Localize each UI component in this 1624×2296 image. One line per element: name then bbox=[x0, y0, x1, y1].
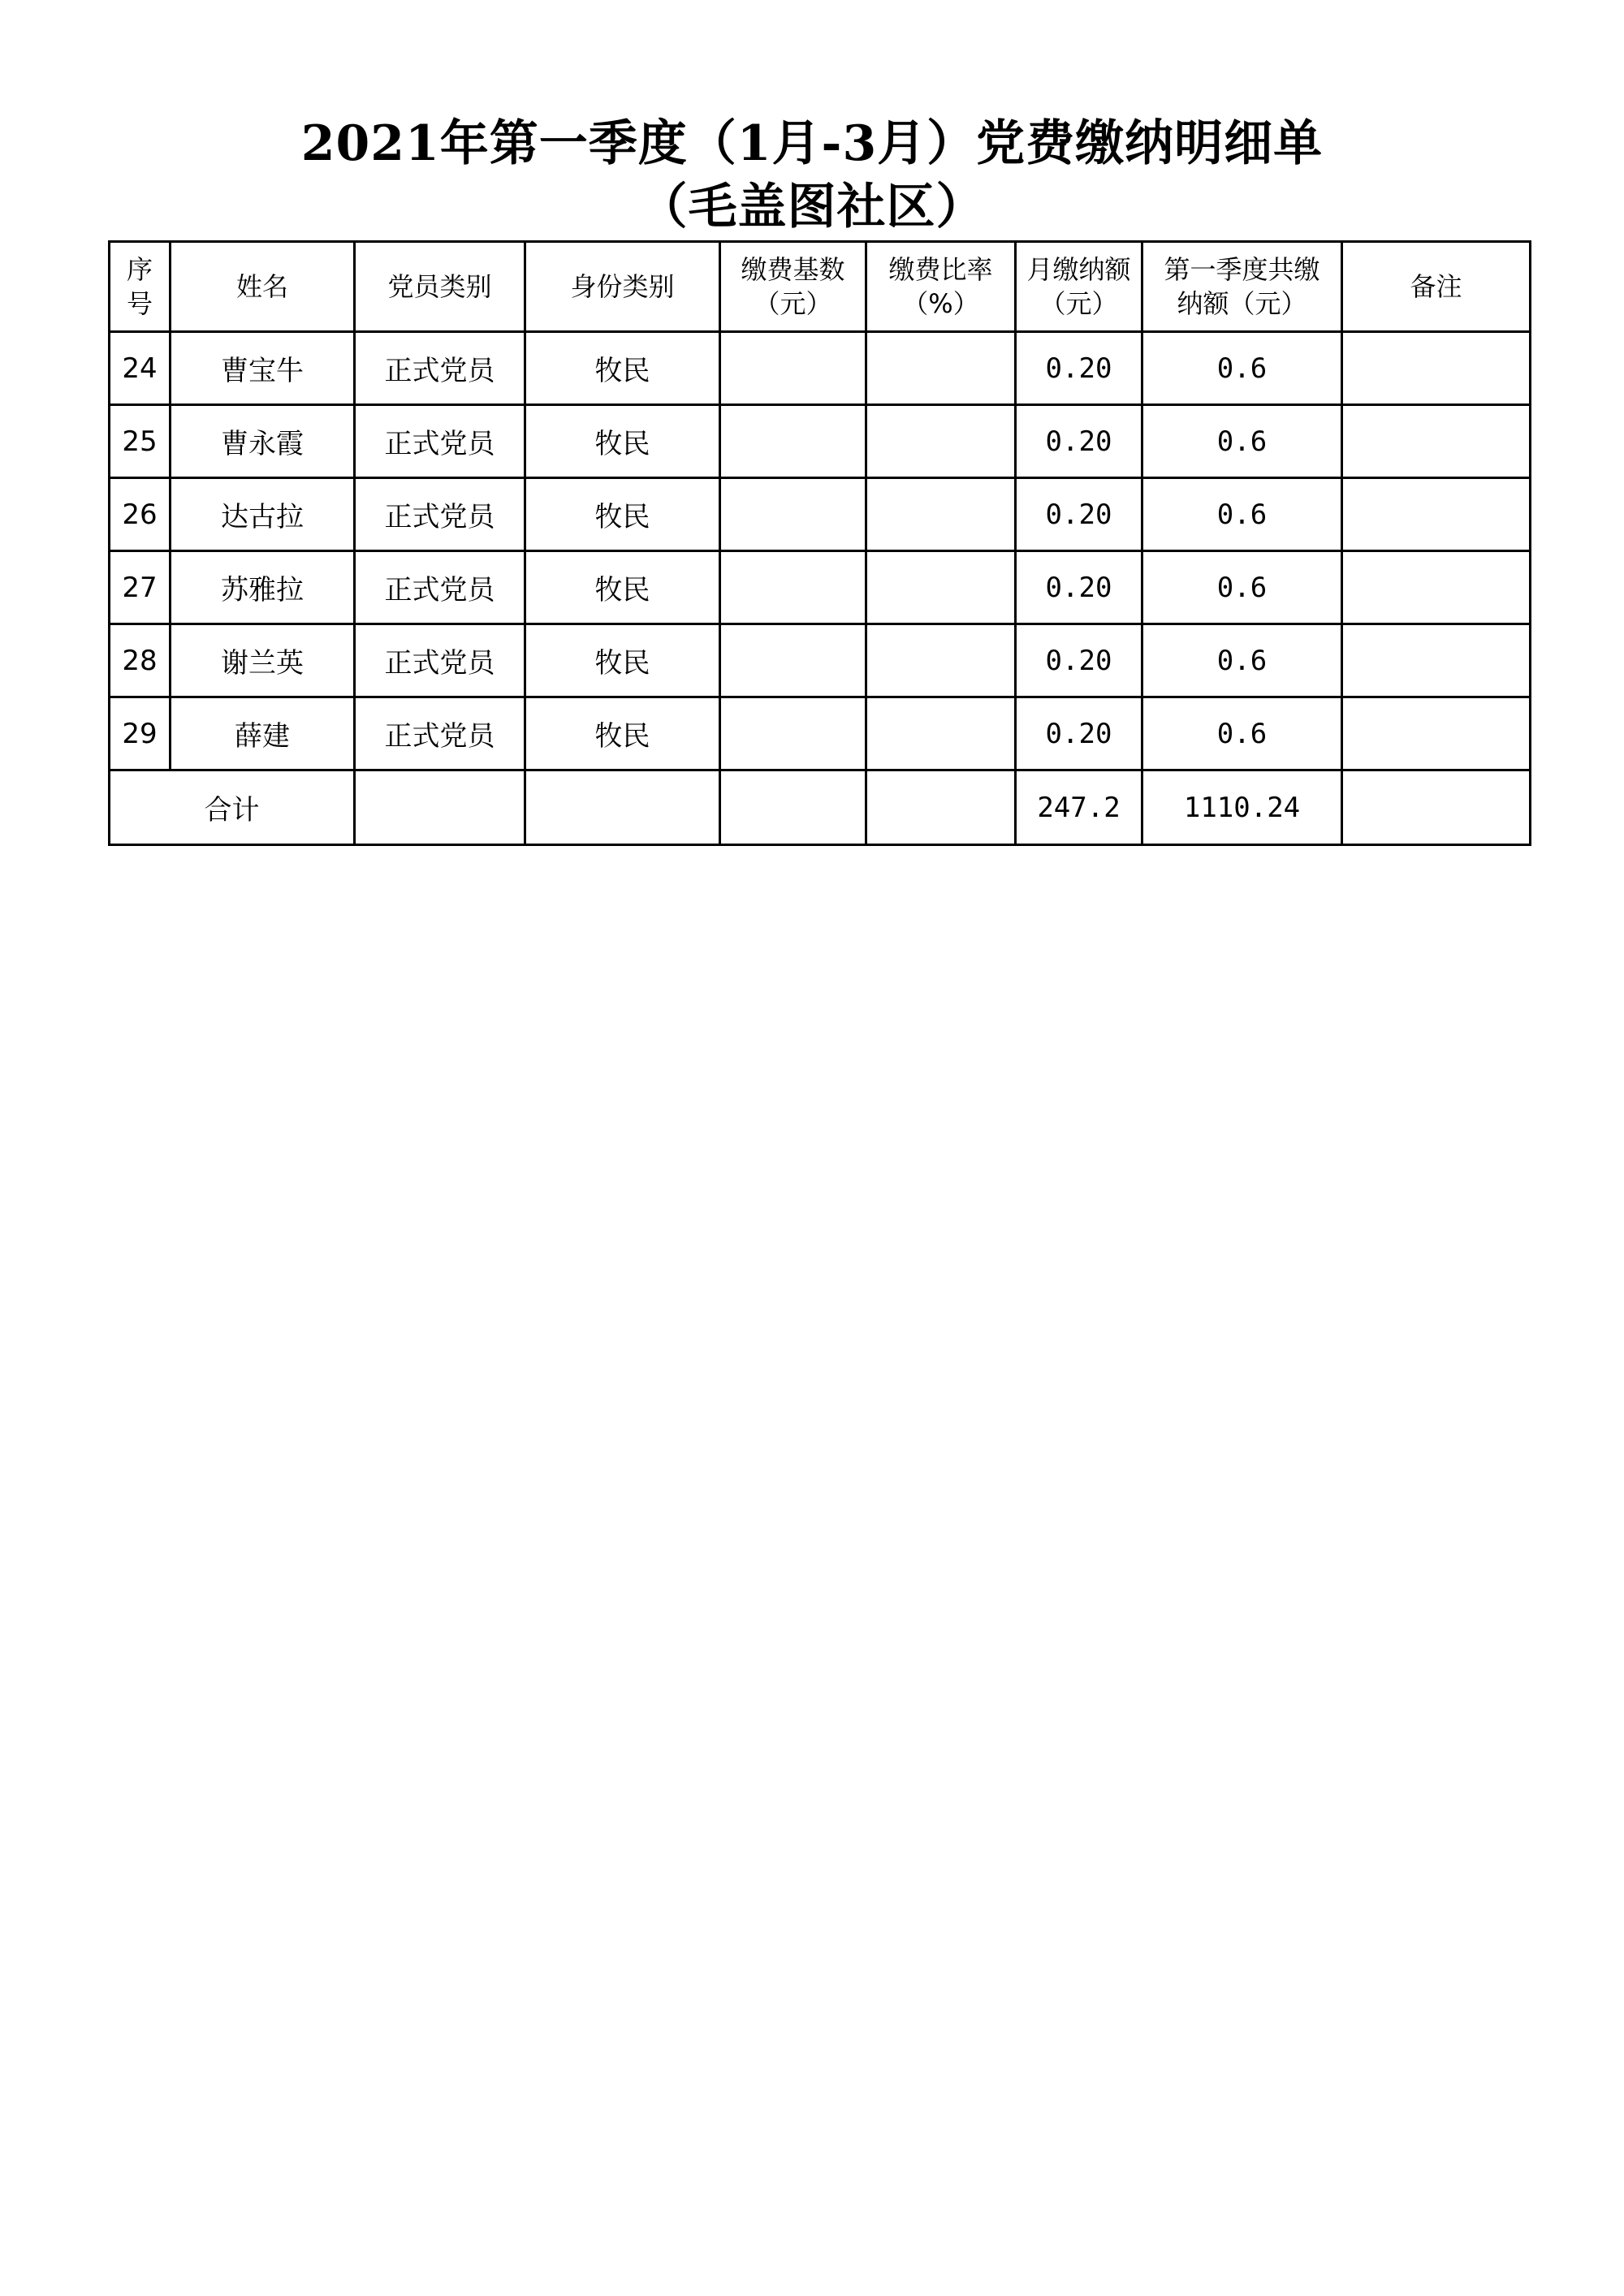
cell-base bbox=[720, 405, 866, 478]
cell-rate bbox=[866, 624, 1016, 697]
total-label: 合计 bbox=[110, 770, 355, 845]
cell-monthly: 0.20 bbox=[1016, 697, 1142, 770]
cell-member-type: 正式党员 bbox=[355, 624, 525, 697]
total-quarter: 1110.24 bbox=[1142, 770, 1342, 845]
cell-monthly: 0.20 bbox=[1016, 478, 1142, 551]
cell-member-type: 正式党员 bbox=[355, 551, 525, 624]
document-title bbox=[0, 112, 1624, 239]
cell-identity-type: 牧民 bbox=[525, 332, 720, 405]
cell-base bbox=[720, 697, 866, 770]
cell-base bbox=[720, 332, 866, 405]
header-no-line2: 号 bbox=[126, 288, 153, 319]
cell-remarks bbox=[1342, 624, 1531, 697]
total-monthly: 247.2 bbox=[1016, 770, 1142, 845]
cell-quarter: 0.6 bbox=[1142, 697, 1342, 770]
title-main: 2021年第一季度（1月-3月）党费缴纳明细单 bbox=[300, 115, 1324, 172]
header-quarter-line2: 纳额（元） bbox=[1177, 288, 1307, 319]
header-monthly-line2: （元） bbox=[1039, 288, 1118, 319]
header-identity-type: 身份类别 bbox=[525, 242, 720, 332]
cell-rate bbox=[866, 332, 1016, 405]
cell-monthly: 0.20 bbox=[1016, 405, 1142, 478]
cell-name: 苏雅拉 bbox=[171, 551, 355, 624]
header-rate-line1: 缴费比率 bbox=[888, 254, 993, 285]
cell-identity-type: 牧民 bbox=[525, 405, 720, 478]
cell-remarks bbox=[1342, 551, 1531, 624]
cell-rate bbox=[866, 551, 1016, 624]
cell-remarks bbox=[1342, 332, 1531, 405]
cell-remarks bbox=[1342, 405, 1531, 478]
party-fee-table bbox=[108, 240, 1531, 846]
cell-quarter: 0.6 bbox=[1142, 332, 1342, 405]
cell-identity-type: 牧民 bbox=[525, 551, 720, 624]
table-row bbox=[110, 478, 1531, 551]
cell-base bbox=[720, 478, 866, 551]
cell-quarter: 0.6 bbox=[1142, 624, 1342, 697]
table-header-row bbox=[110, 242, 1531, 332]
total-member-type bbox=[355, 770, 525, 845]
header-quarter bbox=[1142, 242, 1342, 332]
header-base-line2: （元） bbox=[754, 288, 832, 319]
cell-no: 25 bbox=[110, 405, 171, 478]
cell-name: 薛建 bbox=[171, 697, 355, 770]
cell-no: 29 bbox=[110, 697, 171, 770]
cell-no: 28 bbox=[110, 624, 171, 697]
cell-rate bbox=[866, 405, 1016, 478]
cell-quarter: 0.6 bbox=[1142, 405, 1342, 478]
cell-rate bbox=[866, 697, 1016, 770]
header-quarter-line1: 第一季度共缴 bbox=[1164, 254, 1320, 285]
cell-no: 24 bbox=[110, 332, 171, 405]
cell-name: 达古拉 bbox=[171, 478, 355, 551]
cell-name: 谢兰英 bbox=[171, 624, 355, 697]
cell-base bbox=[720, 551, 866, 624]
header-rate bbox=[866, 242, 1016, 332]
cell-name: 曹永霞 bbox=[171, 405, 355, 478]
cell-name: 曹宝牛 bbox=[171, 332, 355, 405]
header-name: 姓名 bbox=[171, 242, 355, 332]
header-monthly bbox=[1016, 242, 1142, 332]
cell-rate bbox=[866, 478, 1016, 551]
total-identity-type bbox=[525, 770, 720, 845]
header-base-line1: 缴费基数 bbox=[741, 254, 845, 285]
cell-identity-type: 牧民 bbox=[525, 697, 720, 770]
cell-remarks bbox=[1342, 697, 1531, 770]
title-community: （毛盖图社区） bbox=[638, 179, 986, 235]
header-monthly-line1: 月缴纳额 bbox=[1026, 254, 1131, 285]
cell-remarks bbox=[1342, 478, 1531, 551]
cell-monthly: 0.20 bbox=[1016, 624, 1142, 697]
cell-monthly: 0.20 bbox=[1016, 332, 1142, 405]
table-row bbox=[110, 624, 1531, 697]
cell-quarter: 0.6 bbox=[1142, 478, 1342, 551]
header-no bbox=[110, 242, 171, 332]
header-rate-line2: （%） bbox=[902, 288, 979, 319]
table-row bbox=[110, 697, 1531, 770]
header-member-type: 党员类别 bbox=[355, 242, 525, 332]
total-remarks bbox=[1342, 770, 1531, 845]
cell-base bbox=[720, 624, 866, 697]
header-no-line1: 序 bbox=[126, 254, 153, 285]
total-base bbox=[720, 770, 866, 845]
cell-identity-type: 牧民 bbox=[525, 478, 720, 551]
cell-member-type: 正式党员 bbox=[355, 697, 525, 770]
cell-identity-type: 牧民 bbox=[525, 624, 720, 697]
table-row bbox=[110, 332, 1531, 405]
table-row bbox=[110, 551, 1531, 624]
cell-member-type: 正式党员 bbox=[355, 478, 525, 551]
table-row bbox=[110, 405, 1531, 478]
cell-member-type: 正式党员 bbox=[355, 405, 525, 478]
cell-member-type: 正式党员 bbox=[355, 332, 525, 405]
header-base bbox=[720, 242, 866, 332]
total-row bbox=[110, 770, 1531, 845]
cell-quarter: 0.6 bbox=[1142, 551, 1342, 624]
cell-no: 27 bbox=[110, 551, 171, 624]
total-rate bbox=[866, 770, 1016, 845]
header-remarks: 备注 bbox=[1342, 242, 1531, 332]
cell-monthly: 0.20 bbox=[1016, 551, 1142, 624]
cell-no: 26 bbox=[110, 478, 171, 551]
